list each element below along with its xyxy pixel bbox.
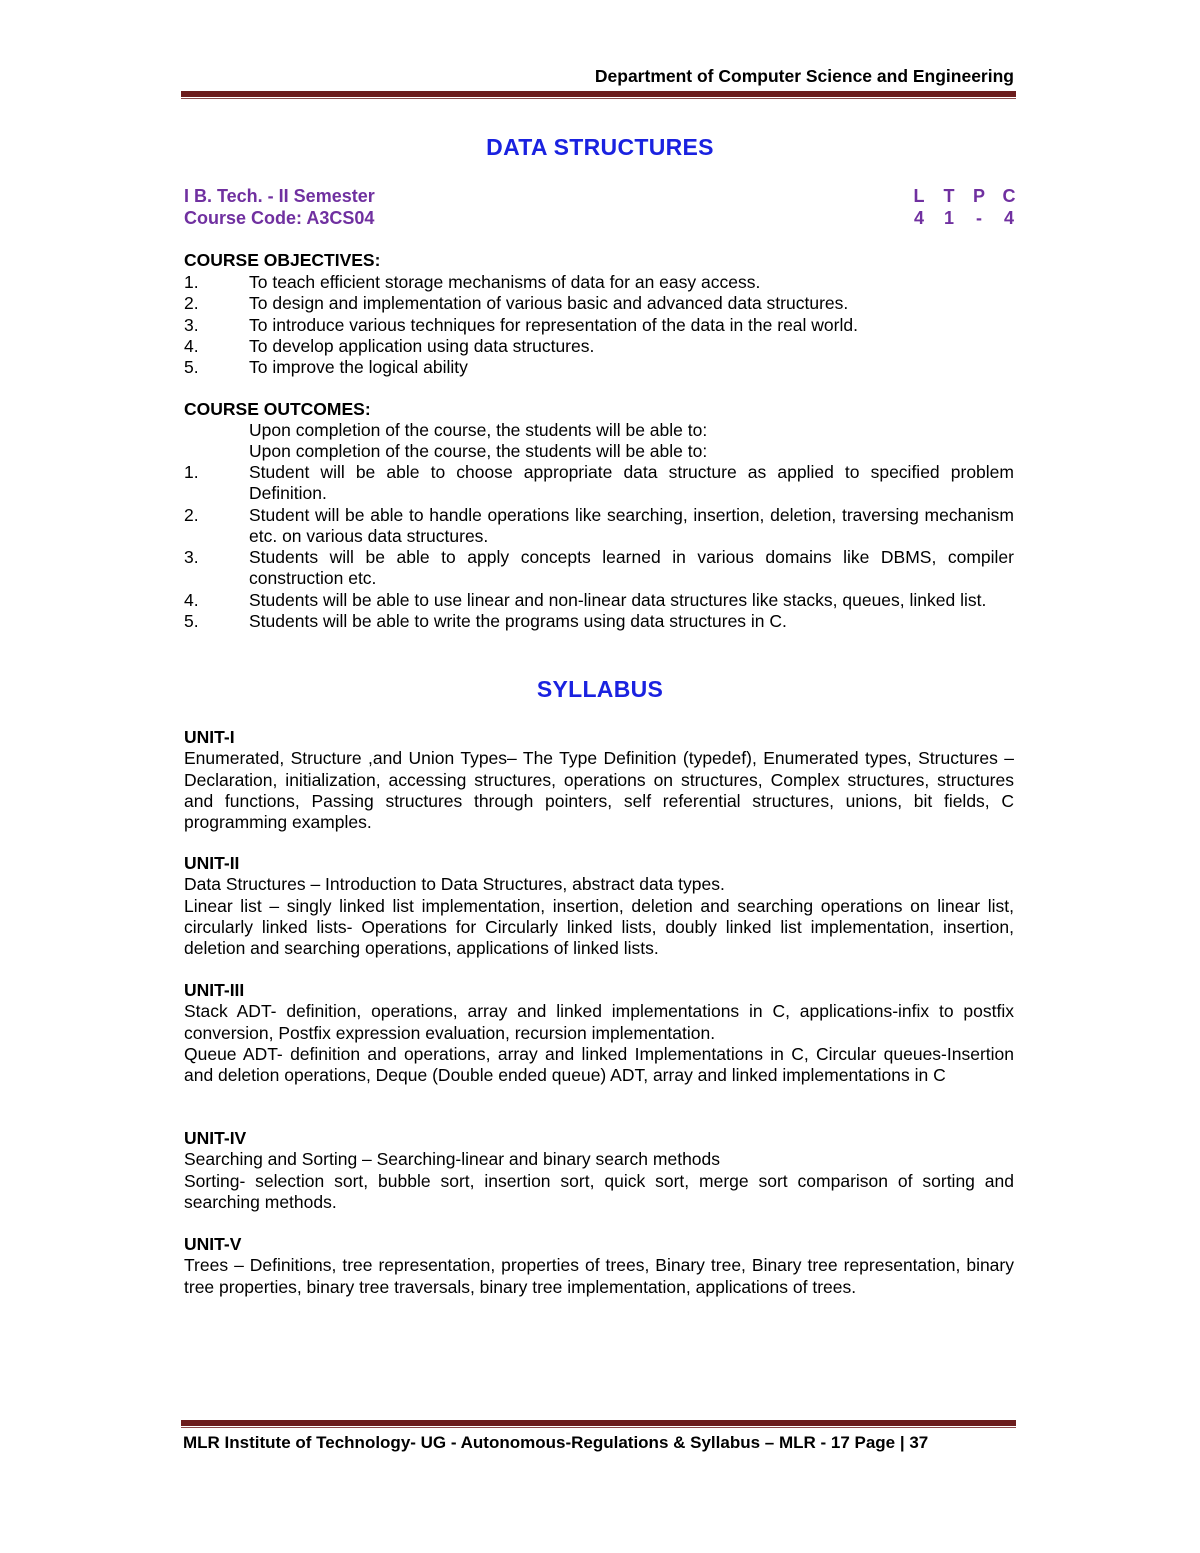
unit-heading: UNIT-IV bbox=[184, 1128, 247, 1148]
list-item: 5. To improve the logical ability bbox=[184, 357, 468, 378]
list-item: 5. Students will be able to write the programs using data structures in C. bbox=[184, 611, 787, 632]
unit-paragraph: Sorting- selection sort, bubble sort, insertion sort, quick sort, merge sort comparison of sorting and searching methods. bbox=[184, 1170, 1014, 1212]
ltpc-label: T bbox=[943, 186, 955, 206]
course-title: DATA STRUCTURES bbox=[486, 134, 714, 160]
outcomes-intro-repeat: Upon completion of the course, the students will be able to: bbox=[249, 441, 708, 461]
outcomes-heading: COURSE OUTCOMES: bbox=[184, 399, 371, 419]
ltpc-label: P bbox=[972, 186, 985, 206]
unit-heading: UNIT-I bbox=[184, 727, 235, 747]
footer-rule bbox=[181, 1420, 1016, 1426]
header-rule-thin bbox=[181, 98, 1016, 99]
unit-paragraph: Trees – Definitions, tree representation, properties of trees, Binary tree, Binary tree representation, binary tree properties, binary tree traversals, binary tree implementation, applications of trees. bbox=[184, 1255, 1014, 1297]
list-item: 2. Student will be able to handle operations like searching, insertion, deletion, traversing mechanism etc. on various data structures. bbox=[184, 504, 1014, 546]
unit-section bbox=[184, 1128, 1014, 1213]
unit-heading: UNIT-V bbox=[184, 1234, 242, 1254]
unit-section bbox=[184, 853, 1014, 959]
unit-paragraph: Data Structures – Introduction to Data Structures, abstract data types. bbox=[184, 874, 725, 895]
list-item: 4. Students will be able to use linear and non-linear data structures like stacks, queues, linked list. bbox=[184, 589, 987, 610]
unit-section bbox=[184, 980, 1014, 1086]
course-meta bbox=[184, 185, 375, 229]
header-rule bbox=[181, 91, 1016, 97]
unit-section bbox=[184, 1234, 1014, 1298]
list-item: 1. Student will be able to choose appropriate data structure as applied to specified problem Definition. bbox=[184, 462, 1014, 504]
unit-paragraph: Linear list – singly linked list implementation, insertion, deletion and searching operations on linear list, circularly linked lists- Operations for Circularly linked lists, doubly linked list implementation, insertion, deletion and searching operations, applications of linked lists. bbox=[184, 895, 1014, 959]
unit-paragraph: Enumerated, Structure ,and Union Types– The Type Definition (typedef), Enumerated types, Structures –Declaration, initialization, accessing structures, operations on structures, Complex structures, structures and functions, Passing structures through pointers, self referential structures, unions, bit fields, C programming examples. bbox=[184, 748, 1014, 833]
objectives-heading: COURSE OBJECTIVES: bbox=[184, 250, 381, 270]
footer-rule-thin bbox=[181, 1427, 1016, 1428]
unit-heading: UNIT-III bbox=[184, 980, 245, 1000]
unit-section bbox=[184, 727, 1014, 833]
unit-paragraph: Stack ADT- definition, operations, array and linked implementations in C, applications-infix to postfix conversion, Postfix expression evaluation, recursion implementation. bbox=[184, 1001, 1014, 1043]
syllabus-title: SYLLABUS bbox=[536, 676, 664, 702]
department-header: Department of Computer Science and Engineering bbox=[594, 66, 1014, 86]
footer-text: MLR Institute of Technology- UG - Autonomous-Regulations & Syllabus – MLR - 17 Page | 37 bbox=[183, 1433, 929, 1452]
list-item: 4. To develop application using data structures. bbox=[184, 335, 595, 356]
unit-paragraph: Searching and Sorting – Searching-linear and binary search methods bbox=[184, 1149, 721, 1170]
ltpc-value: - bbox=[976, 208, 982, 228]
ltpc-label: C bbox=[1002, 186, 1016, 206]
unit-paragraph: Queue ADT- definition and operations, array and linked Implementations in C, Circular queues-Insertion and deletion operations, Deque (Double ended queue) ADT, array and linked implementations in C bbox=[184, 1043, 1014, 1086]
ltpc-value: 1 bbox=[943, 208, 954, 228]
course-code: Course Code: A3CS04 bbox=[184, 208, 375, 228]
objectives-list bbox=[184, 272, 1014, 378]
list-item: 1. To teach efficient storage mechanisms of data for an easy access. bbox=[184, 272, 761, 292]
outcomes-list bbox=[184, 462, 1014, 632]
ltpc-table bbox=[912, 185, 1016, 229]
ltpc-label: L bbox=[913, 186, 925, 206]
ltpc-value: 4 bbox=[1003, 208, 1014, 228]
outcomes-intro: Upon completion of the course, the students will be able to: bbox=[249, 420, 708, 440]
list-item: 3. Students will be able to apply concepts learned in various domains like DBMS, compiler construction etc. bbox=[184, 547, 1014, 589]
semester-label: I B. Tech. - II Semester bbox=[184, 186, 375, 206]
ltpc-value: 4 bbox=[913, 208, 924, 228]
list-item: 3. To introduce various techniques for representation of the data in the real world. bbox=[184, 314, 858, 335]
ltpc-labels bbox=[912, 185, 1016, 207]
unit-heading: UNIT-II bbox=[184, 853, 240, 873]
list-item: 2. To design and implementation of various basic and advanced data structures. bbox=[184, 293, 849, 314]
ltpc-values bbox=[912, 207, 1016, 229]
